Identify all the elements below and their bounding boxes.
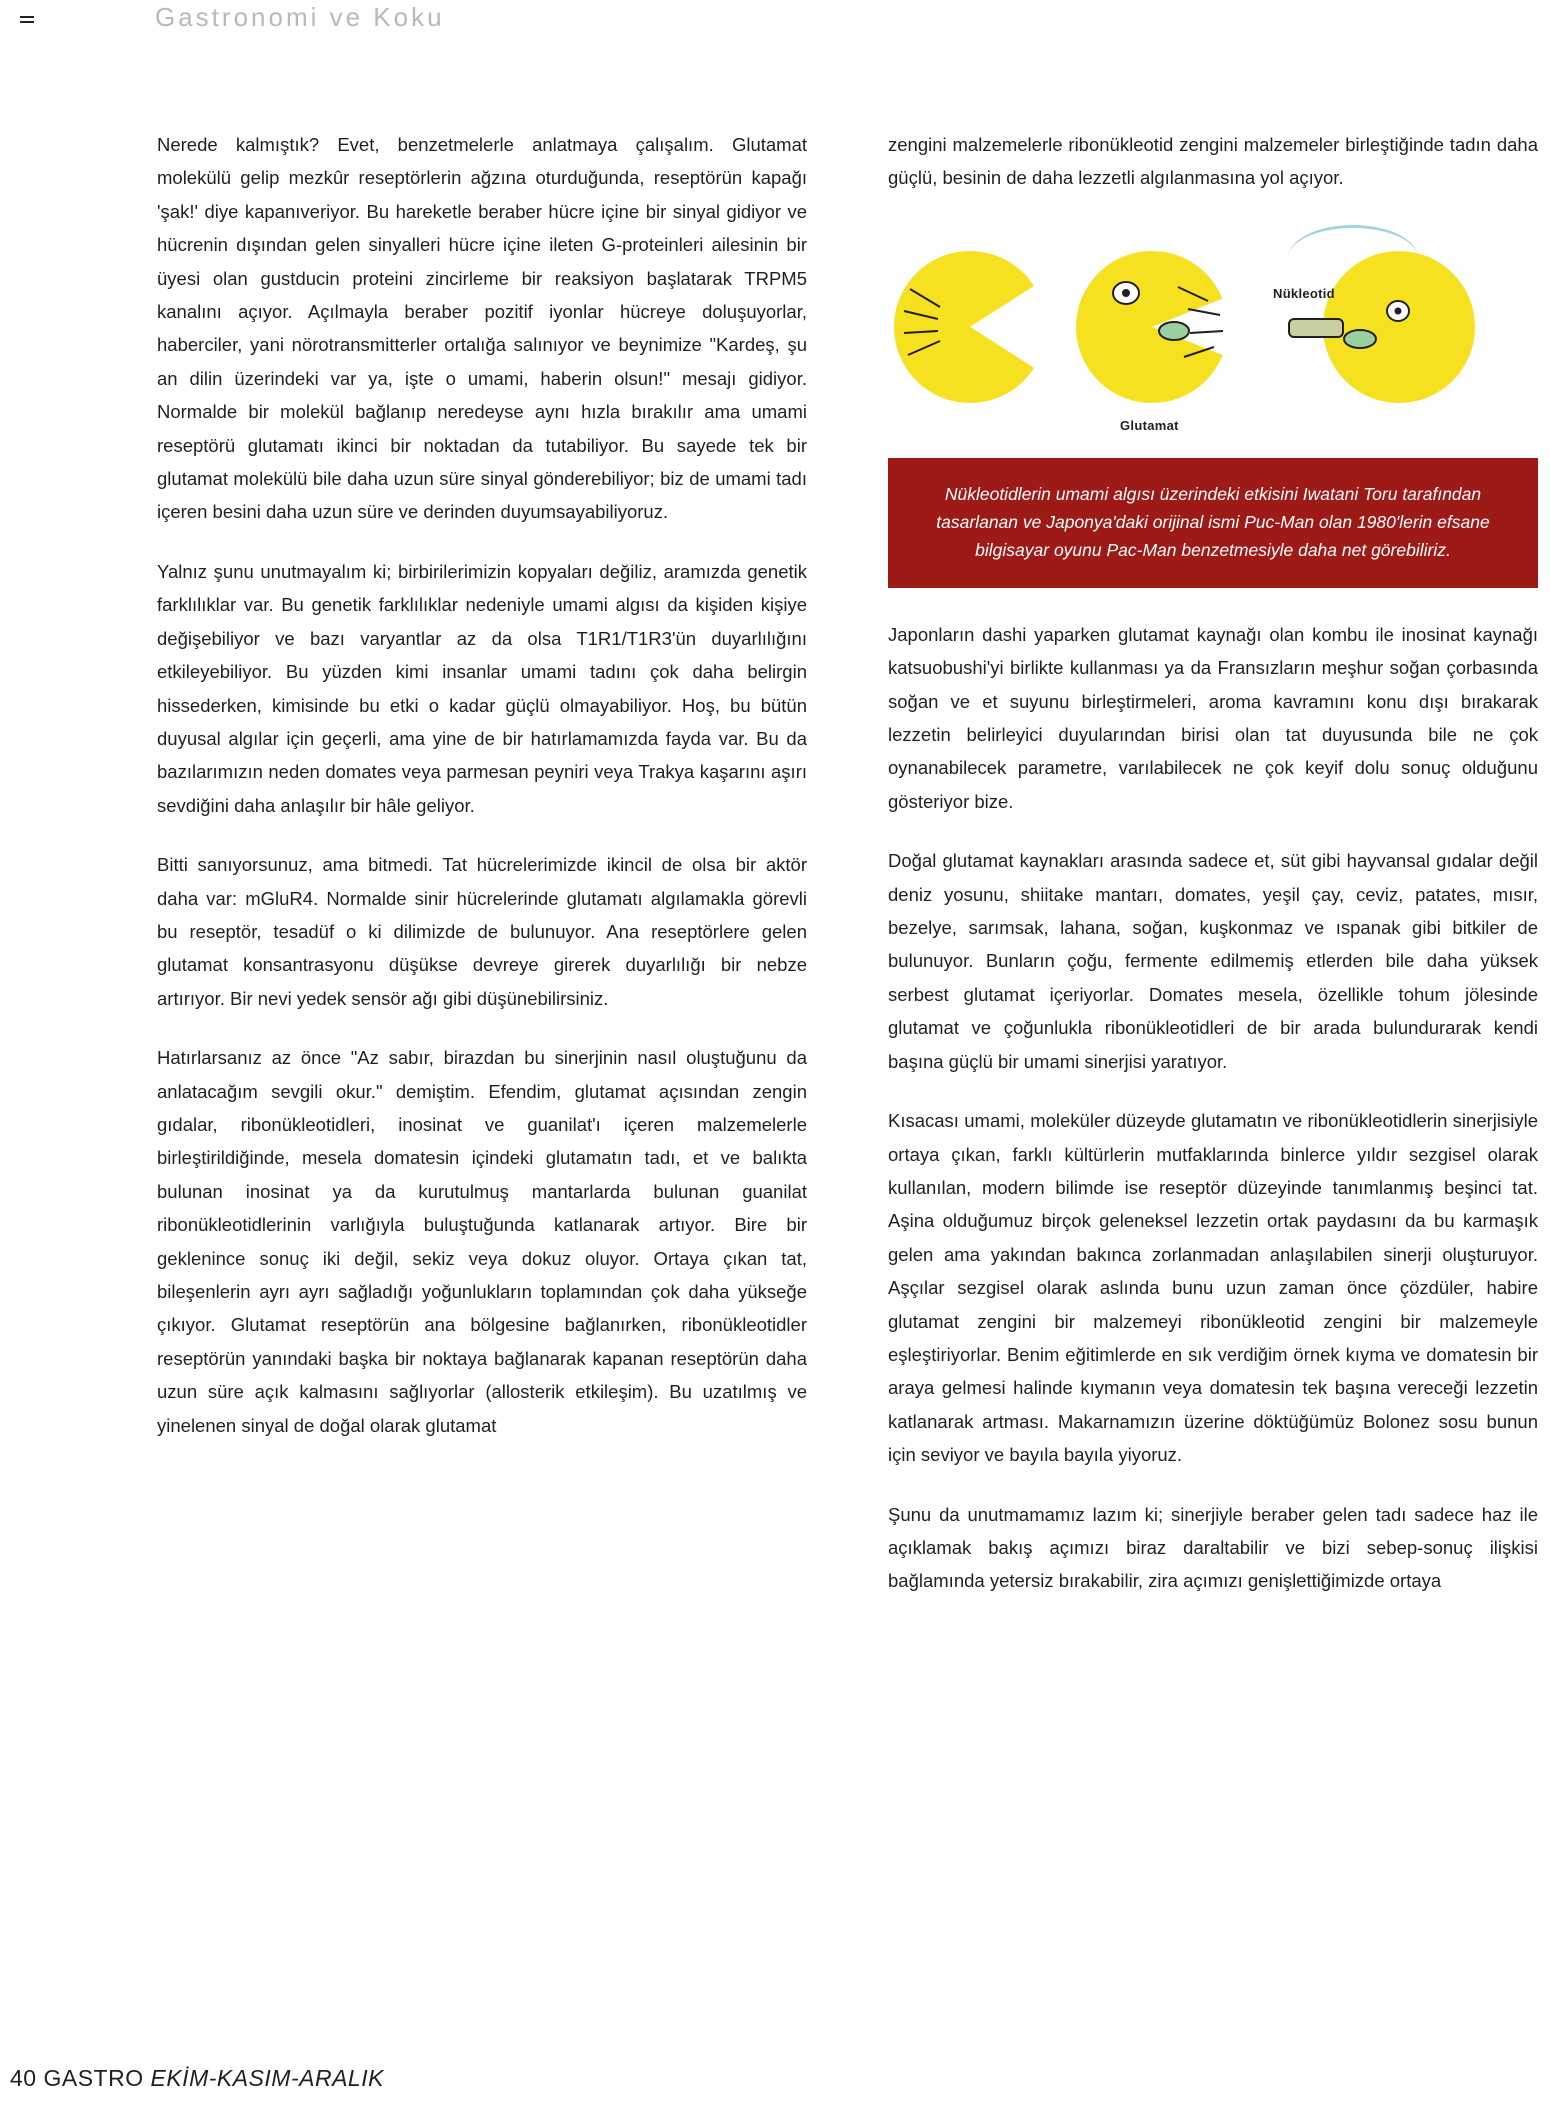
glutamat-label: Glutamat — [1120, 417, 1179, 433]
paragraph: zengini malzemelerle ribonükleotid zengini malzemeler birleştiğinde tadın daha güçlü, besinin de daha lezzetli algılanmasına yol açıyor. — [888, 134, 1538, 189]
paragraph: Yalnız şunu unutmayalım ki; birbirilerimizin kopyaları değiliz, aramızda genetik farklılıklar var. Bu genetik farklılıklar nedeniyle umami algısı da kişiden kişiye değişebiliyor ve bazı varyantlar az da olsa T1R1/T1R3'ün duyarlılığını etkileyebiliyor. Bu yüzden kimi insanlar umami tadını çok daha belirgin hissederken, kimisinde bu etki o kadar güçlü olmayabiliyor. Hoş, bu bütün duyusal algılar için geçerli, ama yine de bir hatırlamamızda fayda var. Bu da bazılarımızın neden domates veya parmesan peyniri veya Trakya kaşarını aşırı sevdiğini daha anlaşılır bir hâle geliyor. — [157, 560, 807, 816]
magazine-name: GASTRO — [43, 2065, 144, 2091]
paragraph: Doğal glutamat kaynakları arasında sadece et, süt gibi hayvansal gıdalar değil deniz yosunu, shiitake mantarı, domates, yeşil çay, ceviz, patates, mısır, bezelye, sarımsak, lahana, soğan, kuşkonmaz ve ıspanak gibi bitkiler de bulunuyor. Bunların çoğu, fermente edilmemiş etlerden bile daha yüksek serbest glutamat içeriyorlar. Domates mesela, özellikle tohum jölesinde glutamat ve çoğunlukla ribonükleotidleri de bir arada bulundurarak kendi başına güçlü bir umami sinerjisi yaratıyor. — [888, 850, 1538, 1072]
equals-icon — [20, 16, 34, 25]
issue-label: EKİM-KASIM-ARALIK — [150, 2065, 384, 2091]
paragraph: Kısacası umami, moleküler düzeyde glutamatın ve ribonükleotidlerin sinerjisiyle ortaya çıkan, farklı kültürlerin mutfaklarında binlerce yıldır sezgisel olarak kullanılan, modern bilimde ise reseptör düzeyinde tanımlanmış beşinci tat. Aşina olduğumuz birçok geleneksel lezzetin ortak paydasını da bu karmaşık gelen ama yakından bakınca zorlanmadan anlaşılabilen sinerji oluşturuyor. Aşçılar sezgisel olarak aslında bunu uzun zaman önce çözdüler, habire glutamat zengini bir malzemeyi ribonükleotid zengini bir malzemeyle eşleştiriyorlar. Benim eğitimlerde en sık verdiğim örnek kıyma ve domatesin bir araya gelmesi halinde kıymanın veya domatesin tek başına vereceği lezzetin katlanarak artması. Makarnamızın üzerine döktüğümüz Bolonez sosu bunun için seviyor ve bayıla bayıla yiyoruz. — [888, 1110, 1538, 1466]
paragraph: Japonların dashi yaparken glutamat kaynağı olan kombu ile inosinat kaynağı katsuobushi'yi birlikte kullanması ya da Fransızların meşhur soğan çorbasında soğan ve et suyunu birleştirmeleri, aroma kavramını konu dışı bırakarak lezzetin belirleyici duyularından birisi olan tat duyusunda bile ne çok oynanabilecek parametre, varılabilecek ne çok keyif dolu sonuç olduğunu gösteriyor bize. — [888, 623, 1538, 812]
pacman-1-details — [888, 241, 1068, 441]
pacman-2-details — [1068, 241, 1318, 461]
paragraph: Hatırlarsanız az önce "Az sabır, birazdan bu sinerjinin nasıl oluştuğunu da anlatacağım sevgili okur." demiştim. Efendim, glutamat açısından zengin gıdalar, ribonükleotidleri, inosinat ve guanilat'ı içeren malzemelerle birleştirildiğinde, mesela domatesin içindeki glutamatın tadı, et ve balıkta bulunan inosinat ya da kurutulmuş mantarlarda bulunan guanilat ribonükleotidlerinin varlığıyla buluştuğunda katlanarak artıyor. Bire bir geklenince sonuç iki değil, sekiz veya dokuz oluyor. Ortaya çıkan tat, bileşenlerin ayrı ayrı sağladığı yoğunlukların toplamından çok daha yükseğe çıkıyor. Glutamat reseptörün ana bölgesine bağlanırken, ribonükleotidler reseptörün yanındaki başka bir noktaya bağlanarak kapanan reseptörün daha uzun süre açık kalmasını sağlıyorlar (allosterik etkileşim). Bu uzatılmış ve yinelenen sinyal de doğal olarak glutamat — [157, 1047, 807, 1436]
right-column — [888, 128, 1538, 1598]
paragraph: Nerede kalmıştık? Evet, benzetmelerle anlatmaya çalışalım. Glutamat molekülü gelip mezkûr reseptörlerin ağzına oturduğunda, reseptörün kapağı 'şak!' diye kapanıveriyor. Bu hareketle beraber hücre içine bir sinyal gidiyor ve hücrenin dışından gelen sinyalleri hücre içine ileten G-proteinleri ailesinin bir üyesi olan gustducin proteini zincirleme bir reaksiyon başlatarak TRPM5 kanalını açıyor. Açılmayla beraber pozitif iyonlar hücreye doluşuyorlar, haberciler, yani nörotransmitterler ortalığa salınıyor ve beynimize "Kardeş, şu an dilin üzerindeki var ya, işte o umami, haberin olsun!" mesajı gidiyor. Normalde bir molekül bağlanıp neredeyse aynı hızla bırakılır ama umami reseptörü glutamatı ikinci bir noktadan da tutabiliyor. Bu sayede tek bir glutamat molekülü bile daha uzun süre sinyal gönderebiliyor; biz de umami tadı içeren besini daha uzun süre ve derinden duyumsayabiliyoruz. — [157, 134, 807, 523]
nucleotide-shape — [1288, 318, 1344, 338]
paragraph: Şunu da unutmamamız lazım ki; sinerjiyle beraber gelen tadı sadece haz ile açıklamak bakış açımızı biraz daraltabilir ve bizi sebep-sonuç ilişkisi bağlamında yetersiz bırakabilir, zira açımızı genişlettiğimizde ortaya — [888, 1503, 1538, 1592]
page-number: 40 — [10, 2065, 37, 2091]
paragraph: Bitti sanıyorsunuz, ama bitmedi. Tat hücrelerimizde ikincil de olsa bir aktör daha var: mGluR4. Normalde sinir hücrelerinde glutamatı algılamakla görevli bu reseptör, tesadüf o ki dilimizde de bulunuyor. Ana reseptörlere gelen glutamat konsantrasyonu düşükse devreye girerek duyarlılığı bir nebze artırıyor. Bir nevi yedek sensör ağı gibi düşünebilirsiniz. — [157, 854, 807, 1009]
page-header — [0, 0, 1550, 46]
page-footer — [0, 2058, 1550, 2092]
pacman-umami-illustration — [888, 221, 1538, 446]
nukleotid-label: Nükleotid — [1273, 285, 1335, 301]
figure-caption: Nükleotidlerin umami algısı üzerindeki etkisini Iwatani Toru tarafından tasarlanan ve Japonya'daki orijinal ismi Puc-Man olan 1980'lerin efsane bilgisayar oyunu Pac-Man benzetmesiyle daha net görebiliriz. — [888, 458, 1538, 588]
left-column — [157, 128, 807, 1442]
footer-content — [10, 2065, 384, 2092]
pacman-3-details — [1308, 241, 1508, 461]
page-title: Gastronomi ve Koku — [155, 2, 445, 32]
